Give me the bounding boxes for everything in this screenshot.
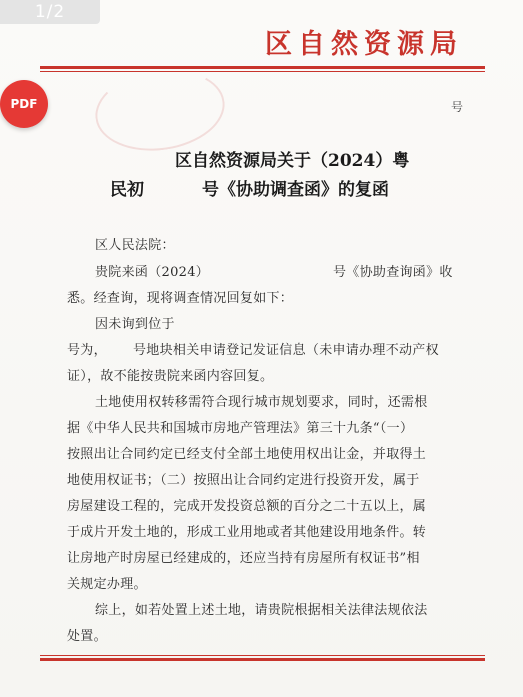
para4-line1: 综上，如若处置上述土地，请贵院根据相关法律法规依法 <box>95 603 428 618</box>
letterhead-rule-thick <box>40 66 485 69</box>
para3-line4: 地使用权证书；（二）按照出让合同约定进行投资开发，属于 <box>67 473 420 488</box>
letterhead-rule-thin <box>40 71 485 72</box>
para2-line2-end: 号地块相关申请登记发证信息（未申请办理不动产权 <box>133 343 439 358</box>
page-indicator: 1/2 <box>0 0 100 24</box>
para1-line2: 悉。经查询，现将调查情况回复如下： <box>67 291 294 306</box>
pdf-badge-button[interactable]: PDF <box>0 80 48 128</box>
para3-line8: 关规定办理。 <box>67 577 147 592</box>
addressee: 区人民法院： <box>95 238 175 253</box>
para2-line3: 证），故不能按贵院来函内容回复。 <box>67 369 274 384</box>
para2-line1: 因未询到位于 <box>95 317 175 332</box>
footer-rule-thick <box>40 658 485 661</box>
para2-line2-start: 号为， <box>67 343 107 358</box>
para1-line1-end: 号《协助查询函》收 <box>333 265 453 280</box>
para3-line3: 按照出让合同约定已经支付全部土地使用权出让金，并取得土 <box>67 447 427 462</box>
para3-line2: 据《中华人民共和国城市房地产管理法》第三十九条“（一） <box>67 421 414 436</box>
footer-rule-thin <box>40 655 485 656</box>
title-line-1: 区自然资源局关于（2024）粤 <box>175 151 410 171</box>
title-line-2-main: 号《协助调查函》的复函 <box>202 180 389 200</box>
para3-line7: 让房地产时房屋已经建成的，还应当持有房屋所有权证书”相 <box>67 551 420 566</box>
para4-line2: 处置。 <box>67 629 107 644</box>
para3-line1: 土地使用权转移需符合现行城市规划要求，同时，还需根 <box>95 395 428 410</box>
letterhead-org-name: 区自然资源局 <box>265 29 463 60</box>
title-line-2-prefix: 民初 <box>110 180 144 200</box>
document-number-suffix: 号 <box>450 100 463 114</box>
para3-line5: 房屋建设工程的，完成开发投资总额的百分之二十五以上，属 <box>67 499 427 514</box>
para3-line6: 于成片开发土地的，形成工业用地或者其他建设用地条件。转 <box>67 525 427 540</box>
official-seal-stamp <box>90 61 230 158</box>
para1-line1-start: 贵院来函（2024） <box>95 265 210 280</box>
